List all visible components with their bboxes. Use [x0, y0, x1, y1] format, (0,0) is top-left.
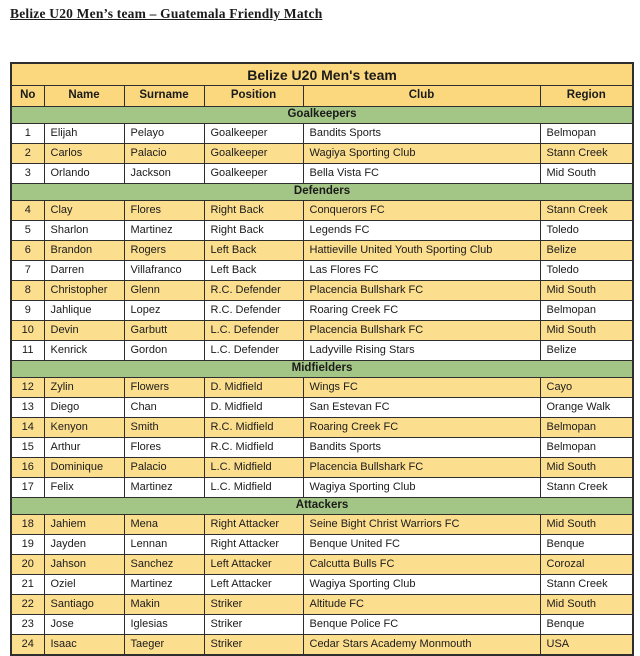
table-row [11, 418, 633, 438]
cell-no: 2 [11, 144, 44, 164]
cell-no: 24 [11, 635, 44, 656]
col-header-no: No [11, 86, 44, 107]
cell-name: Kenyon [44, 418, 124, 438]
cell-surname: Glenn [124, 281, 204, 301]
cell-no: 12 [11, 378, 44, 398]
cell-surname: Jackson [124, 164, 204, 184]
table-row [11, 478, 633, 498]
cell-surname: Gordon [124, 341, 204, 361]
cell-name: Oziel [44, 575, 124, 595]
cell-surname: Sanchez [124, 555, 204, 575]
cell-position: Right Attacker [204, 535, 303, 555]
cell-region: Belmopan [540, 301, 633, 321]
cell-no: 11 [11, 341, 44, 361]
section-header-goalkeepers [11, 107, 633, 124]
table-row [11, 221, 633, 241]
cell-club: Bandits Sports [303, 124, 540, 144]
cell-name: Clay [44, 201, 124, 221]
cell-no: 20 [11, 555, 44, 575]
cell-name: Carlos [44, 144, 124, 164]
section-header-defenders [11, 184, 633, 201]
cell-region: Mid South [540, 281, 633, 301]
cell-name: Jayden [44, 535, 124, 555]
cell-club: Ladyville Rising Stars [303, 341, 540, 361]
table-row [11, 281, 633, 301]
cell-no: 19 [11, 535, 44, 555]
table-row [11, 144, 633, 164]
cell-surname: Chan [124, 398, 204, 418]
cell-no: 23 [11, 615, 44, 635]
cell-surname: Iglesias [124, 615, 204, 635]
cell-position: Left Back [204, 241, 303, 261]
cell-surname: Flores [124, 201, 204, 221]
cell-region: Toledo [540, 221, 633, 241]
cell-position: Left Back [204, 261, 303, 281]
cell-position: Striker [204, 635, 303, 656]
cell-name: Dominique [44, 458, 124, 478]
cell-region: Toledo [540, 261, 633, 281]
table-row [11, 241, 633, 261]
col-header-club: Club [303, 86, 540, 107]
cell-no: 6 [11, 241, 44, 261]
table-title-row [11, 63, 633, 86]
col-header-name: Name [44, 86, 124, 107]
table-row [11, 261, 633, 281]
cell-no: 10 [11, 321, 44, 341]
cell-name: Jose [44, 615, 124, 635]
cell-position: Goalkeeper [204, 144, 303, 164]
section-header-attackers [11, 498, 633, 515]
table-row [11, 458, 633, 478]
cell-name: Jahiem [44, 515, 124, 535]
cell-name: Kenrick [44, 341, 124, 361]
cell-name: Jahson [44, 555, 124, 575]
cell-surname: Taeger [124, 635, 204, 656]
cell-surname: Martinez [124, 221, 204, 241]
cell-position: R.C. Midfield [204, 418, 303, 438]
cell-position: Goalkeeper [204, 124, 303, 144]
cell-no: 3 [11, 164, 44, 184]
cell-no: 8 [11, 281, 44, 301]
cell-surname: Flores [124, 438, 204, 458]
cell-position: D. Midfield [204, 398, 303, 418]
cell-name: Zylin [44, 378, 124, 398]
cell-region: Stann Creek [540, 144, 633, 164]
cell-region: Mid South [540, 515, 633, 535]
col-header-surname: Surname [124, 86, 204, 107]
cell-surname: Rogers [124, 241, 204, 261]
cell-region: Stann Creek [540, 201, 633, 221]
cell-position: R.C. Defender [204, 281, 303, 301]
cell-position: L.C. Defender [204, 341, 303, 361]
cell-name: Orlando [44, 164, 124, 184]
page-title: Belize U20 Men’s team – Guatemala Friendly Match [10, 6, 323, 21]
cell-position: Striker [204, 615, 303, 635]
cell-region: Orange Walk [540, 398, 633, 418]
cell-surname: Garbutt [124, 321, 204, 341]
cell-position: Right Attacker [204, 515, 303, 535]
cell-club: Placencia Bullshark FC [303, 458, 540, 478]
cell-surname: Martinez [124, 575, 204, 595]
cell-surname: Palacio [124, 144, 204, 164]
cell-club: Bandits Sports [303, 438, 540, 458]
cell-no: 13 [11, 398, 44, 418]
cell-name: Christopher [44, 281, 124, 301]
table-row [11, 124, 633, 144]
cell-club: Wagiya Sporting Club [303, 478, 540, 498]
cell-region: Benque [540, 615, 633, 635]
cell-position: L.C. Defender [204, 321, 303, 341]
cell-club: Placencia Bullshark FC [303, 281, 540, 301]
section-label: Midfielders [11, 361, 633, 378]
cell-name: Diego [44, 398, 124, 418]
cell-no: 4 [11, 201, 44, 221]
cell-name: Isaac [44, 635, 124, 656]
table-row [11, 301, 633, 321]
cell-region: Cayo [540, 378, 633, 398]
cell-club: Las Flores FC [303, 261, 540, 281]
table-row [11, 438, 633, 458]
cell-surname: Smith [124, 418, 204, 438]
cell-surname: Palacio [124, 458, 204, 478]
cell-club: Wagiya Sporting Club [303, 144, 540, 164]
cell-region: Belize [540, 341, 633, 361]
cell-name: Darren [44, 261, 124, 281]
cell-name: Sharlon [44, 221, 124, 241]
table-row [11, 341, 633, 361]
table-row [11, 575, 633, 595]
cell-region: Mid South [540, 458, 633, 478]
cell-surname: Mena [124, 515, 204, 535]
cell-position: L.C. Midfield [204, 478, 303, 498]
cell-position: D. Midfield [204, 378, 303, 398]
table-row [11, 321, 633, 341]
cell-no: 7 [11, 261, 44, 281]
cell-no: 14 [11, 418, 44, 438]
cell-name: Santiago [44, 595, 124, 615]
cell-name: Devin [44, 321, 124, 341]
cell-surname: Makin [124, 595, 204, 615]
table-row [11, 595, 633, 615]
cell-club: Legends FC [303, 221, 540, 241]
cell-position: Left Attacker [204, 575, 303, 595]
table-row [11, 515, 633, 535]
cell-position: Goalkeeper [204, 164, 303, 184]
col-header-region: Region [540, 86, 633, 107]
cell-club: Wings FC [303, 378, 540, 398]
cell-no: 5 [11, 221, 44, 241]
cell-surname: Lennan [124, 535, 204, 555]
cell-club: Calcutta Bulls FC [303, 555, 540, 575]
team-roster-table [10, 62, 634, 656]
cell-name: Felix [44, 478, 124, 498]
cell-no: 17 [11, 478, 44, 498]
cell-region: USA [540, 635, 633, 656]
cell-club: Conquerors FC [303, 201, 540, 221]
cell-club: Roaring Creek FC [303, 418, 540, 438]
cell-position: L.C. Midfield [204, 458, 303, 478]
section-label: Goalkeepers [11, 107, 633, 124]
cell-position: Striker [204, 595, 303, 615]
cell-region: Benque [540, 535, 633, 555]
cell-region: Belmopan [540, 418, 633, 438]
cell-surname: Flowers [124, 378, 204, 398]
cell-region: Corozal [540, 555, 633, 575]
cell-region: Mid South [540, 321, 633, 341]
cell-position: R.C. Defender [204, 301, 303, 321]
cell-club: San Estevan FC [303, 398, 540, 418]
cell-club: Hattieville United Youth Sporting Club [303, 241, 540, 261]
cell-club: Benque United FC [303, 535, 540, 555]
section-label: Attackers [11, 498, 633, 515]
table-row [11, 635, 633, 656]
cell-club: Roaring Creek FC [303, 301, 540, 321]
table-title: Belize U20 Men's team [11, 63, 633, 86]
table-row [11, 535, 633, 555]
section-header-midfielders [11, 361, 633, 378]
cell-position: Right Back [204, 221, 303, 241]
cell-no: 16 [11, 458, 44, 478]
cell-name: Brandon [44, 241, 124, 261]
cell-surname: Lopez [124, 301, 204, 321]
table-row [11, 615, 633, 635]
cell-region: Belmopan [540, 438, 633, 458]
cell-club: Wagiya Sporting Club [303, 575, 540, 595]
cell-region: Belize [540, 241, 633, 261]
cell-surname: Pelayo [124, 124, 204, 144]
cell-club: Placencia Bullshark FC [303, 321, 540, 341]
table-row [11, 555, 633, 575]
cell-club: Bella Vista FC [303, 164, 540, 184]
cell-no: 15 [11, 438, 44, 458]
cell-surname: Martinez [124, 478, 204, 498]
cell-name: Elijah [44, 124, 124, 144]
cell-position: Left Attacker [204, 555, 303, 575]
cell-region: Mid South [540, 595, 633, 615]
cell-position: Right Back [204, 201, 303, 221]
section-label: Defenders [11, 184, 633, 201]
cell-club: Benque Police FC [303, 615, 540, 635]
cell-region: Stann Creek [540, 478, 633, 498]
cell-no: 9 [11, 301, 44, 321]
table-row [11, 164, 633, 184]
table-row [11, 378, 633, 398]
cell-position: R.C. Midfield [204, 438, 303, 458]
cell-region: Mid South [540, 164, 633, 184]
cell-surname: Villafranco [124, 261, 204, 281]
cell-club: Cedar Stars Academy Monmouth [303, 635, 540, 656]
cell-name: Jahlique [44, 301, 124, 321]
cell-region: Stann Creek [540, 575, 633, 595]
cell-name: Arthur [44, 438, 124, 458]
cell-no: 22 [11, 595, 44, 615]
cell-no: 21 [11, 575, 44, 595]
table-row [11, 398, 633, 418]
table-row [11, 201, 633, 221]
cell-club: Seine Bight Christ Warriors FC [303, 515, 540, 535]
column-header-row [11, 86, 633, 107]
cell-region: Belmopan [540, 124, 633, 144]
cell-no: 1 [11, 124, 44, 144]
cell-club: Altitude FC [303, 595, 540, 615]
col-header-position: Position [204, 86, 303, 107]
cell-no: 18 [11, 515, 44, 535]
